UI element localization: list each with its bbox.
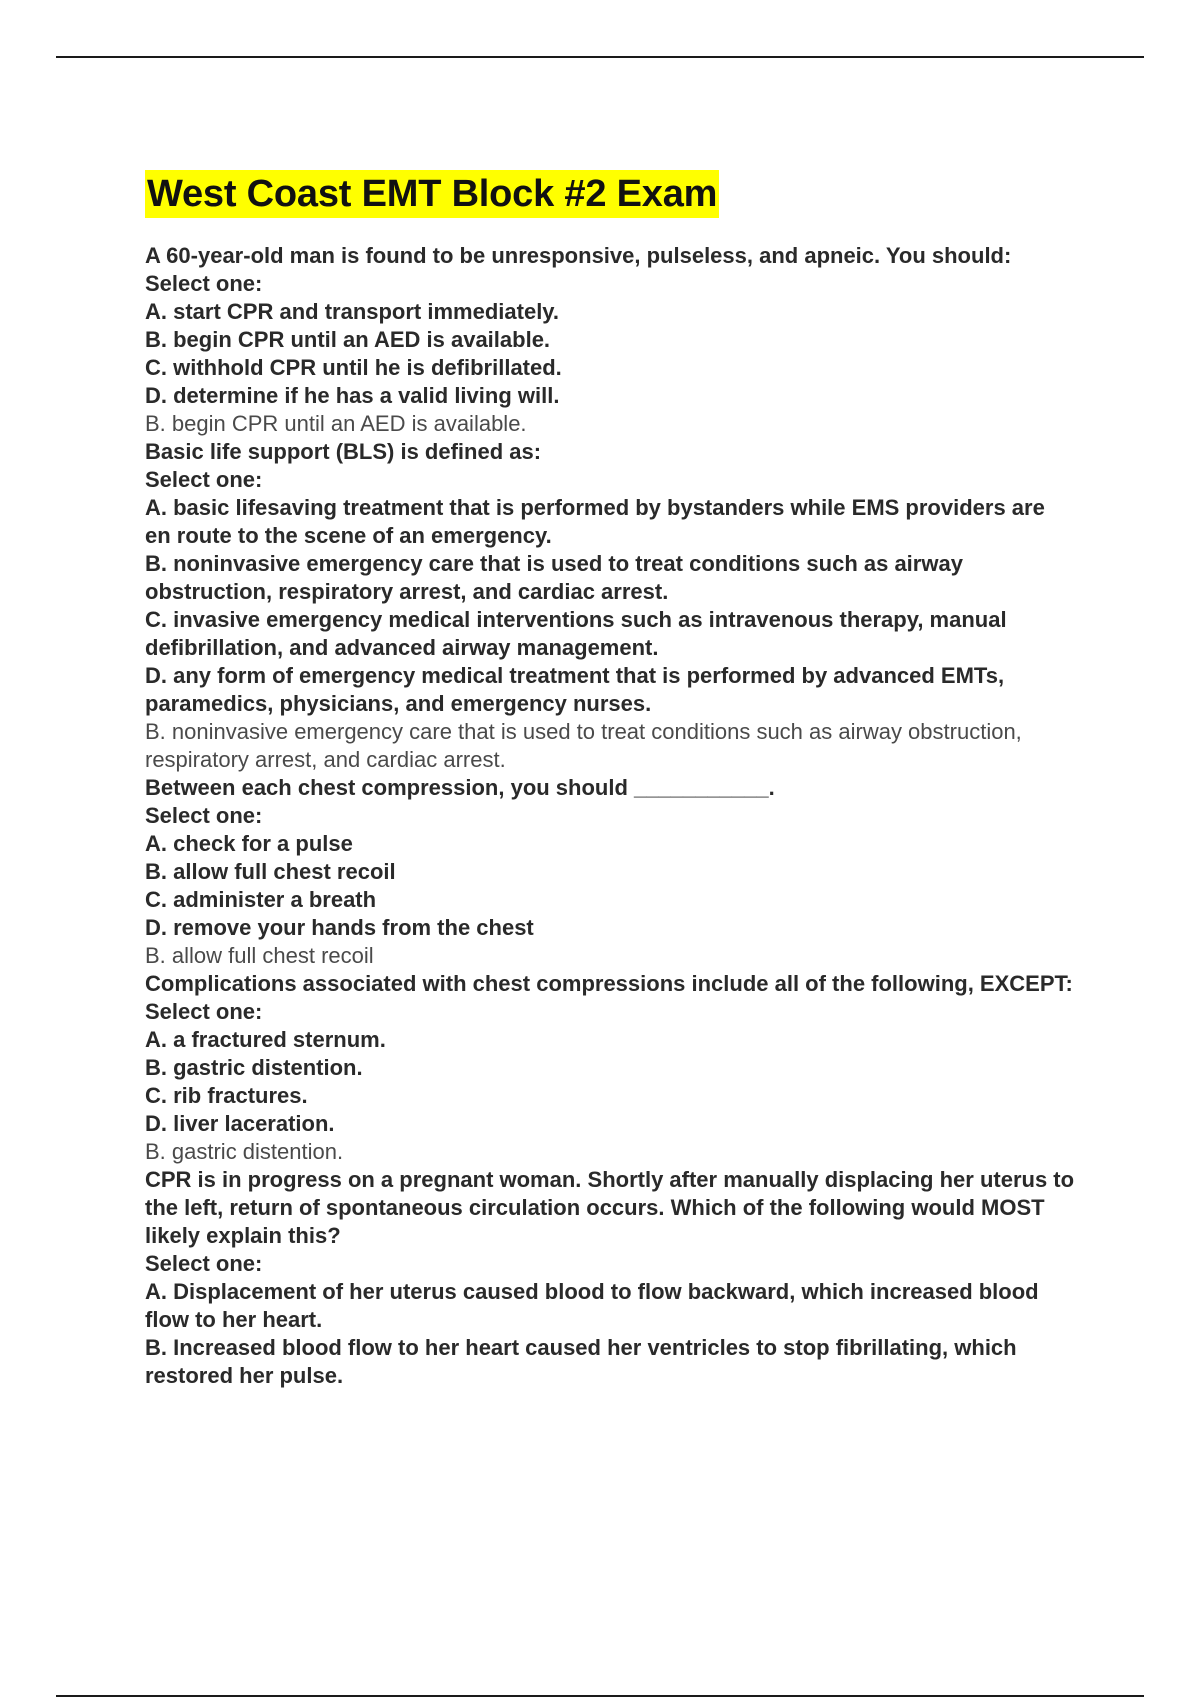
header-rule [56, 56, 1144, 58]
question-4 [145, 970, 1075, 1166]
correct-answer: B. gastric distention. [145, 1139, 344, 1164]
option-b: B. Increased blood flow to her heart caused her ventricles to stop fibrillating, which restored her pulse. [145, 1335, 1017, 1388]
document-page [145, 170, 1075, 1390]
option-a: A. Displacement of her uterus caused blood to flow backward, which increased blood flow to her heart. [145, 1279, 1039, 1332]
option-c: C. withhold CPR until he is defibrillated. [145, 355, 562, 380]
question-3 [145, 774, 1075, 970]
select-one-label: Select one: [145, 1251, 263, 1276]
question-1 [145, 242, 1075, 438]
select-one-label: Select one: [145, 999, 263, 1024]
question-prompt: Basic life support (BLS) is defined as: [145, 439, 542, 464]
question-prompt: CPR is in progress on a pregnant woman. Shortly after manually displacing her uterus to the left, return of spontaneous circulation occurs. Which of the following would MOST likely explain this? [145, 1167, 1075, 1248]
option-a: A. a fractured sternum. [145, 1027, 386, 1052]
question-prompt: A 60-year-old man is found to be unresponsive, pulseless, and apneic. You should: [145, 243, 1012, 268]
option-c: C. administer a breath [145, 887, 377, 912]
option-b: B. allow full chest recoil [145, 859, 396, 884]
question-prompt: Complications associated with chest compressions include all of the following, EXCEPT: [145, 971, 1073, 996]
option-d: D. any form of emergency medical treatment that is performed by advanced EMTs, paramedics, physicians, and emergency nurses. [145, 663, 1005, 716]
footer-rule [56, 1695, 1144, 1697]
option-a: A. check for a pulse [145, 831, 353, 856]
option-c: C. rib fractures. [145, 1083, 308, 1108]
option-d: D. liver laceration. [145, 1111, 335, 1136]
document-title: West Coast EMT Block #2 Exam [145, 170, 719, 218]
option-d: D. remove your hands from the chest [145, 915, 534, 940]
select-one-label: Select one: [145, 271, 263, 296]
option-d: D. determine if he has a valid living will. [145, 383, 560, 408]
option-b: B. noninvasive emergency care that is used to treat conditions such as airway obstruction, respiratory arrest, and cardiac arrest. [145, 551, 963, 604]
correct-answer: B. begin CPR until an AED is available. [145, 411, 527, 436]
select-one-label: Select one: [145, 803, 263, 828]
option-a: A. start CPR and transport immediately. [145, 299, 560, 324]
correct-answer: B. allow full chest recoil [145, 943, 374, 968]
option-c: C. invasive emergency medical interventions such as intravenous therapy, manual defibrillation, and advanced airway management. [145, 607, 1007, 660]
option-b: B. begin CPR until an AED is available. [145, 327, 551, 352]
question-prompt: Between each chest compression, you should ___________. [145, 775, 775, 800]
select-one-label: Select one: [145, 467, 263, 492]
correct-answer: B. noninvasive emergency care that is used to treat conditions such as airway obstruction, respiratory arrest, and cardiac arrest. [145, 719, 1022, 772]
question-2 [145, 438, 1075, 774]
question-5 [145, 1166, 1075, 1390]
option-b: B. gastric distention. [145, 1055, 363, 1080]
option-a: A. basic lifesaving treatment that is performed by bystanders while EMS providers are en route to the scene of an emergency. [145, 495, 1045, 548]
